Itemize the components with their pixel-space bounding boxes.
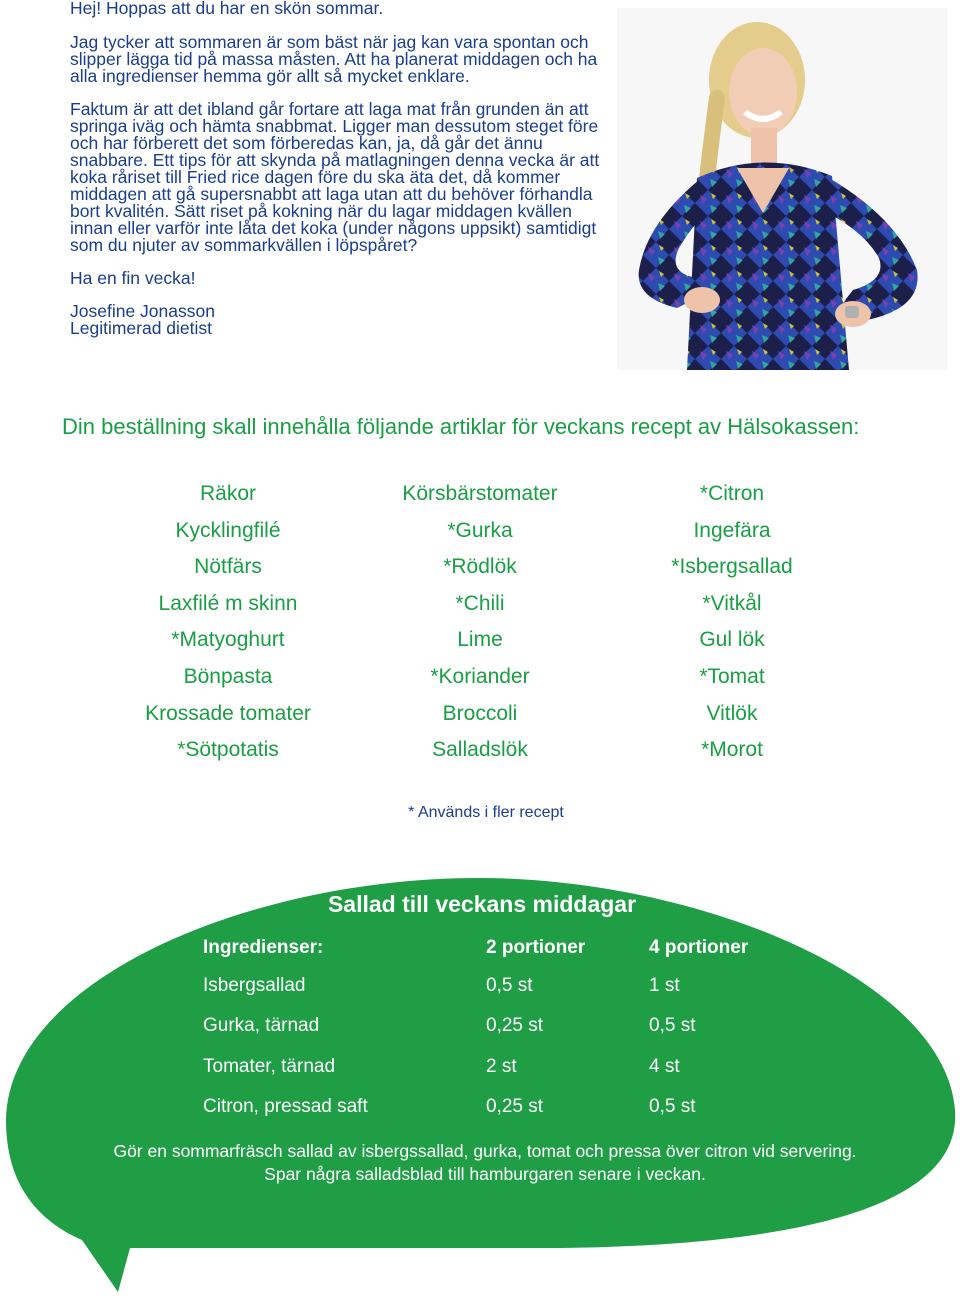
order-item: *Gurka (447, 518, 513, 542)
order-item: Ingefära (693, 518, 771, 542)
header-2-portions: 2 portioner (486, 937, 586, 958)
order-heading: Din beställning skall innehålla följande artiklar för veckans recept av Hälsokassen: (62, 414, 860, 439)
order-item: *Sötpotatis (177, 738, 279, 762)
order-item: *Morot (701, 738, 763, 762)
table-row (203, 966, 823, 1006)
order-item: Krossade tomater (145, 701, 311, 725)
amount-2-portions: 0,25 st (486, 1015, 544, 1037)
ingredient-name: Tomater, tärnad (203, 1055, 336, 1077)
order-item: Räkor (199, 482, 257, 505)
recipe-note (40, 1140, 930, 1186)
order-item: *Citron (699, 482, 765, 505)
closing-line: Ha en fin vecka! (70, 268, 196, 288)
order-item: Nötfärs (194, 555, 262, 579)
ingredient-name: Gurka, tärnad (203, 1015, 320, 1037)
order-item: *Matyoghurt (171, 628, 285, 652)
order-item: Bönpasta (183, 664, 273, 688)
amount-2-portions: 0,25 st (486, 1096, 544, 1118)
intro-letter (70, 0, 610, 337)
recipe-note-line-2: Spar några salladsblad till hamburgaren senare i veckan. (264, 1164, 706, 1184)
recipe-table-header (203, 930, 823, 966)
order-item: Salladslök (432, 738, 528, 762)
order-item: *Rödlök (443, 555, 517, 579)
order-items-grid (102, 477, 858, 770)
amount-4-portions: 0,5 st (649, 1015, 696, 1037)
order-item: *Tomat (699, 664, 765, 688)
header-4-portions: 4 portioner (649, 937, 749, 958)
order-item: Laxfilé m skinn (158, 591, 298, 615)
author-name: Josefine Jonasson (70, 301, 215, 321)
amount-4-portions: 1 st (649, 975, 680, 997)
table-row (203, 1006, 823, 1046)
order-item: Kycklingfilé (175, 518, 281, 542)
recipe-title: Sallad till veckans middagar (327, 891, 637, 917)
amount-2-portions: 0,5 st (486, 975, 533, 997)
order-item: Lime (457, 628, 503, 652)
order-item: Gul lök (699, 628, 765, 652)
ingredient-name: Isbergsallad (203, 975, 306, 997)
header-ingredients: Ingredienser: (203, 937, 324, 958)
order-item: Vitlök (706, 701, 758, 725)
order-item: *Koriander (430, 664, 530, 688)
order-item: *Isbergsallad (671, 555, 793, 579)
greeting: Hej! Hoppas att du har en skön sommar. (70, 0, 384, 18)
intro-paragraph-2: Faktum är att det ibland går fortare att laga mat från grunden än att springa iväg och hämta snabbmat. Ligger man dessutom steget före och har förberett det som förberedas kan, ja, då går det ännu snabbare. Ett tips för att skynda på matlagningen denna vecka är att koka råriset till Fried rice dagen före du ska äta det, då kommer middagen att gå supersnabbt att laga utan att du behöver förhandla bort kvalitén. Sätt riset på kokning när du lagar middagen kvällen innan eller varför inte låta det koka (under någons uppsikt) samtidigt som du njuter av sommarkvällen i löpspåret? (70, 99, 600, 255)
table-row (203, 1047, 823, 1087)
amount-2-portions: 2 st (486, 1055, 517, 1077)
amount-4-portions: 0,5 st (649, 1096, 696, 1118)
author-title: Legitimerad dietist (70, 318, 213, 338)
order-item: *Vitkål (702, 591, 762, 615)
order-item: Broccoli (442, 701, 518, 725)
table-row (203, 1087, 823, 1127)
ingredient-name: Citron, pressad saft (203, 1096, 368, 1118)
recipe-table (203, 930, 823, 1127)
footnote: * Används i fler recept (408, 804, 564, 821)
amount-4-portions: 4 st (649, 1055, 680, 1077)
recipe-note-line-1: Gör en sommarfräsch sallad av isbergssallad, gurka, tomat och pressa över citron vid servering. (113, 1141, 857, 1161)
order-item: *Chili (455, 591, 505, 615)
dietitian-photo (617, 8, 947, 370)
intro-paragraph-1: Jag tycker att sommaren är som bäst när jag kan vara spontan och slipper lägga tid på massa måsten. Att ha planerat middagen och ha alla ingredienser hemma gör allt så mycket enklare. (70, 32, 598, 86)
dietitian-portrait-illustration (617, 8, 947, 370)
order-item: Körsbärstomater (402, 482, 558, 505)
